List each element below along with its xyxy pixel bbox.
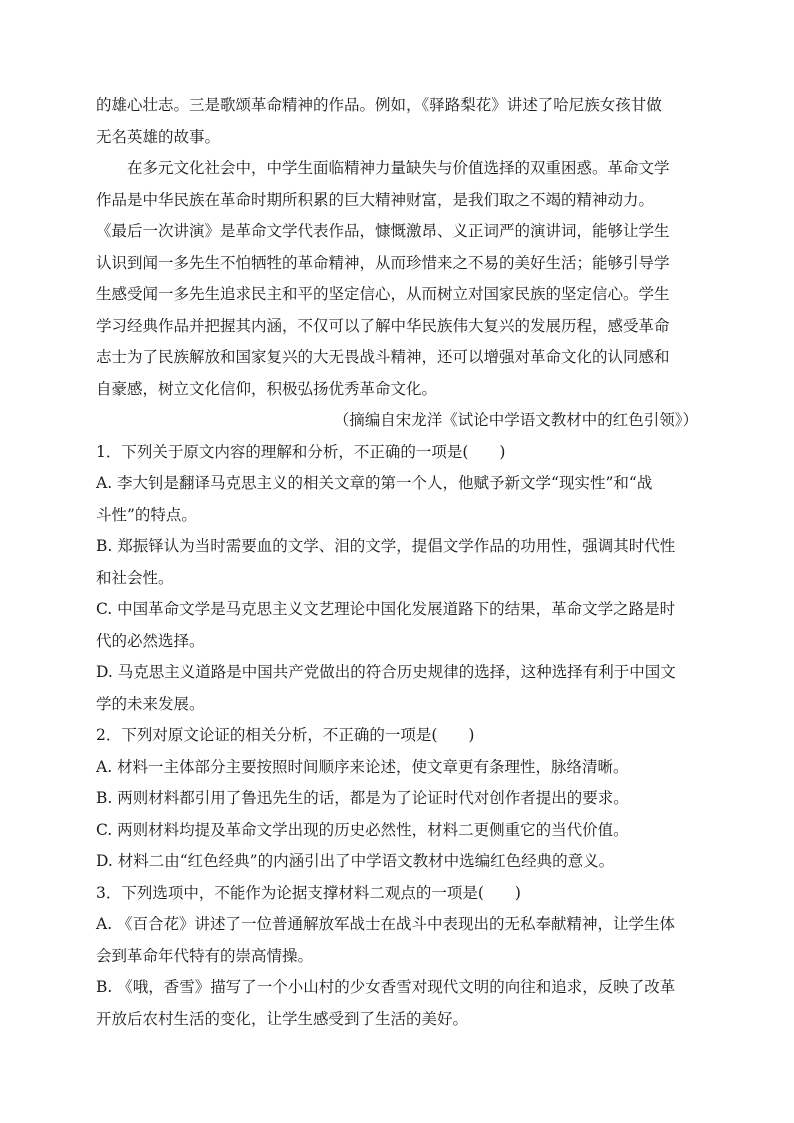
text-line: 的雄心壮志。三是歌颂革命精神的作品。例如，《驿路梨花》讲述了哈尼族女孩甘做 <box>96 96 662 114</box>
text-line: 学习经典作品并把握其内涵，不仅可以了解中华民族伟大复兴的发展历程，感受革命 <box>96 316 670 335</box>
document-page <box>96 90 698 1035</box>
text-line: 在多元文化社会中，中学生面临精神力量缺失与价值选择的双重困惑。革命文学 <box>127 159 670 177</box>
question-1 <box>96 437 698 721</box>
text-line: 《最后一次讲演》是革命文学代表作品，慷慨激昂、义正词严的演讲词，能够让学生 <box>96 222 670 240</box>
text-line: 无名英雄的故事。 <box>96 127 221 146</box>
option-c: C. 两则材料均提及革命文学出现的历史必然性，材料二更侧重它的当代价值。 <box>96 820 629 839</box>
passage-paragraph <box>96 153 698 405</box>
question-stem: 3．下列选项中，不能作为论据支撑材料二观点的一项是( ) <box>96 883 521 902</box>
option-a <box>96 909 698 972</box>
option-d <box>96 657 698 720</box>
question-stem: 2．下列对原文论证的相关分析，不正确的一项是( ) <box>96 726 475 744</box>
text-line: 认识到闻一多先生不怕牺牲的革命精神，从而珍惜来之不易的美好生活；能够引导学 <box>96 253 670 272</box>
question-stem: 1．下列关于原文内容的理解和分析，不正确的一项是( ) <box>96 442 506 461</box>
question-2 <box>96 720 698 878</box>
text-line: A. 《百合花》讲述了一位普通解放军战士在战斗中表现出的无私奉献精神，让学生体 <box>96 915 676 933</box>
option-c <box>96 594 698 657</box>
text-line: 代的必然选择。 <box>96 631 205 650</box>
option-b <box>96 972 698 1035</box>
option-d: D. 材料二由“红色经典”的内涵引出了中学语文教材中选编红色经典的意义。 <box>96 852 615 870</box>
text-line: C. 中国革命文学是马克思主义文艺理论中国化发展道路下的结果，革命文学之路是时 <box>96 600 676 618</box>
text-line: A. 李大钊是翻译马克思主义的相关文章的第一个人，他赋予新文学“现实性”和“战 <box>96 474 653 492</box>
option-a: A. 材料一主体部分主要按照时间顺序来论述，使文章更有条理性，脉络清晰。 <box>96 757 629 776</box>
text-line: B. 《哦，香雪》描写了一个小山村的少女香雪对现代文明的向往和追求，反映了改革 <box>96 978 676 996</box>
text-line: 自豪感，树立文化信仰，积极弘扬优秀革命文化。 <box>96 379 438 398</box>
passage-paragraph-continued <box>96 90 698 153</box>
text-line: D. 马克思主义道路是中国共产党做出的符合历史规律的选择，这种选择有利于中国文 <box>96 663 676 681</box>
option-b: B. 两则材料都引用了鲁迅先生的话，都是为了论证时代对创作者提出的要求。 <box>96 789 629 807</box>
text-line: 和社会性。 <box>96 568 174 587</box>
text-line: 志士为了民族解放和国家复兴的大无畏战斗精神，还可以增强对革命文化的认同感和 <box>96 348 670 366</box>
option-b <box>96 531 698 594</box>
text-line: B. 郑振铎认为当时需要血的文学、泪的文学，提倡文学作品的功用性，强调其时代性 <box>96 537 676 555</box>
text-line: 斗性”的特点。 <box>96 505 197 524</box>
text-line: 开放后农村生活的变化，让学生感受到了生活的美好。 <box>96 1009 469 1028</box>
text-line: 生感受闻一多先生追求民主和平的坚定信心，从而树立对国家民族的坚定信心。学生 <box>96 285 670 303</box>
option-a <box>96 468 698 531</box>
text-line: 作品是中华民族在革命时期所积累的巨大精神财富，是我们取之不竭的精神动力。 <box>96 190 655 209</box>
question-3 <box>96 878 698 1036</box>
text-line: 会到革命年代特有的崇高情操。 <box>96 946 314 965</box>
text-line: 学的未来发展。 <box>96 694 205 713</box>
source-citation: （摘编自宋龙洋《试论中学语文教材中的红色引领》） <box>333 411 698 429</box>
